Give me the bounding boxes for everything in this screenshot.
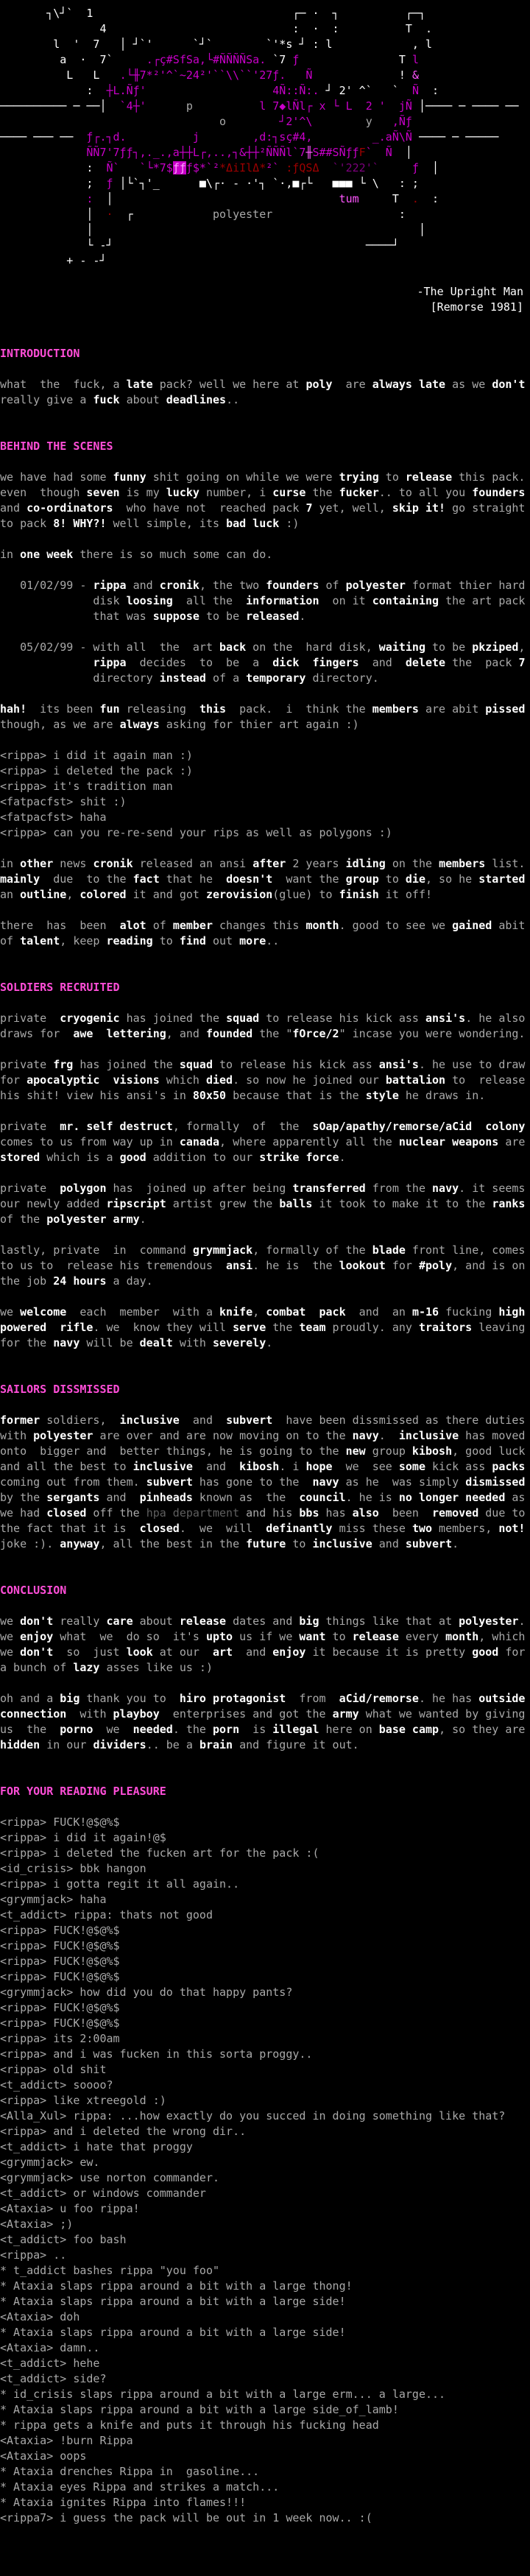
text-line: <rippa> can you re-re-send your rips as well as polygons :) [0, 826, 392, 839]
section-for-your-reading-pleasure [0, 1784, 530, 2526]
text-line: <Ataxia> ;) [0, 2217, 74, 2231]
text-line: directory instead of a temporary directory. [0, 671, 379, 685]
section-title: CONCLUSION [0, 1584, 67, 1597]
text-line: we had closed off the hpa department and his bbs has also been removed due to [0, 1506, 526, 1520]
ascii-art-line: : Ñ` `└*7$ƒƒƒ$*`²*ΔiIlΔ*²` :ƒQSΔ `'222'` ƒ │ [0, 161, 439, 174]
blank-line [0, 1227, 530, 1243]
text-line: disk loosing all the information on it containing the art pack [0, 594, 526, 607]
blank-line [0, 1165, 530, 1181]
text-line: <Ataxia> !burn Rippa [0, 2434, 133, 2447]
text-line: * rippa gets a knife and puts it through his fucking head [0, 2418, 379, 2432]
ascii-art-line: │ │ [0, 223, 425, 236]
text-line: * id_crisis slaps rippa around a bit with a large erm... a large... [0, 2388, 446, 2401]
section-behind-the-scenes [0, 439, 530, 949]
text-line: coming out from them. subvert has gone to the navy as he was simply dismissed [0, 1475, 526, 1489]
text-line: <rippa> FUCK!@$@%$ [0, 1939, 120, 1952]
section-title: INTRODUCTION [0, 347, 80, 360]
blank-line [0, 624, 530, 640]
text-line: <rippa> FUCK!@$@%$ [0, 2001, 120, 2014]
text-line: to us to release his tremendous ansi. he is the lookout for #poly, and is on [0, 1259, 526, 1272]
text-line: we welcome each member with a knife, combat pack and an m-16 fucking high [0, 1305, 526, 1319]
text-line: <Ataxia> damn.. [0, 2341, 100, 2354]
blank-line [0, 841, 530, 856]
text-line: 05/02/99 - with all the art back on the hard disk, waiting to be pkziped, [0, 641, 526, 654]
text-line: <rippa7> i guess the pack will be out in 1 week now.. :( [0, 2511, 372, 2524]
blank-line [0, 532, 530, 547]
text-line: us the porno we needed. the porn is illegal here on base camp, so they are [0, 1723, 526, 1736]
text-line: <t_addict> soooo? [0, 2078, 113, 2092]
credits [0, 284, 530, 315]
text-line: there has been alot of member changes this month. good to see we gained abit [0, 919, 526, 932]
section-soldiers-recruited [0, 980, 530, 1351]
text-line: <fatpacfst> haha [0, 811, 107, 824]
ascii-art-line: : ┼L.Ñƒ' 4Ñ::Ñ:. ┘ 2' ^` ` Ñ : [0, 84, 439, 97]
text-line: for the navy will be dealt with severely. [0, 1336, 273, 1349]
section-body [0, 1815, 530, 2526]
text-line: <grymmjack> how did you do that happy pants? [0, 1986, 293, 1999]
text-line: in one week there is so much some can do. [0, 548, 273, 561]
text-line: <rippa> i deleted the pack :) [0, 764, 193, 777]
text-line: an outline, colored it and got zerovision(glue) to finish it off! [0, 888, 433, 901]
text-line: <rippa> i did it again man :) [0, 749, 193, 762]
ascii-art-header [0, 6, 530, 269]
text-line: <grymmjack> use norton commander. [0, 2171, 220, 2184]
credit-artist: -The Upright Man [417, 285, 523, 298]
text-line: <Alla_Xul> rippa: ...how exactly do you succed in doing something like that? [0, 2109, 506, 2122]
text-line: onto bigger and better things, he is going to the new group kibosh, good luck [0, 1444, 526, 1458]
text-line: * Ataxia drenches Rippa in gasoline... [0, 2465, 260, 2478]
text-line: <rippa> FUCK!@$@%$ [0, 1815, 120, 1829]
text-line: former soldiers, inclusive and subvert have been dissmissed as there duties [0, 1414, 526, 1427]
ascii-art-line: o ┘2'^\ y ,Ñƒ [219, 115, 412, 128]
text-line: even though seven is my lucky number, i curse the fucker.. to all you founders [0, 486, 526, 499]
text-line: * Ataxia ignites Rippa into flames!!! [0, 2496, 247, 2509]
text-line: <t_addict> i hate that proggy [0, 2140, 193, 2153]
blank-line [0, 733, 530, 748]
text-line: <id_crisis> bbk hangon [0, 1862, 146, 1875]
text-line: * Ataxia slaps rippa around a bit with a large thong! [0, 2279, 353, 2293]
text-line: for apocalyptic visions which died. so now he joined our battalion to release [0, 1073, 526, 1087]
text-line: <rippa> i gotta regit it all again.. [0, 1877, 240, 1891]
text-line: <Ataxia> doh [0, 2310, 80, 2323]
section-title: BEHIND THE SCENES [0, 440, 113, 453]
section-title: SOLDIERS RECRUITED [0, 981, 120, 994]
text-line: * Ataxia slaps rippa around a bit with a large side! [0, 2326, 346, 2339]
text-line: comes to us from way up in canada, where apparently all the nuclear weapons are [0, 1135, 526, 1148]
ascii-art-line: 4 : · : T . [0, 22, 432, 35]
text-line: with polyester are over and are now moving on to the navy. inclusive has moved [0, 1429, 526, 1442]
ascii-art-line: ──── ─── ── ƒ┌.┐d. j ,d:┐sç#4, _.aÑ\Ñ ──── ─ ───── [0, 130, 499, 144]
section-body [0, 1413, 530, 1552]
text-line: really give a fuck about deadlines.. [0, 393, 240, 406]
text-line: the fact that it is closed. we will definantly miss these two members, not! [0, 1522, 526, 1535]
text-line: what the fuck, a late pack? well we here at poly are always late as we don't [0, 378, 526, 391]
text-line: <t_addict> foo bash [0, 2233, 127, 2246]
text-line: we have had some funny shit going on while we were trying to release this pack. [0, 470, 526, 484]
text-line: <rippa> FUCK!@$@%$ [0, 1955, 120, 1968]
text-line: private polygon has joined up after being transferred from the navy. it seems [0, 1182, 526, 1195]
blank-line [0, 1042, 530, 1057]
text-line: <grymmjack> ew. [0, 2156, 100, 2169]
text-line: <t_addict> side? [0, 2372, 107, 2385]
text-line: private frg has joined the squad to release his kick ass ansi's. he use to draw [0, 1058, 526, 1071]
text-line: <rippa> and i was fucken in this sorta proggy.. [0, 2047, 313, 2061]
section-body [0, 470, 530, 949]
ascii-art-line: ────────── ─ ──│ `4┼' p l 7◆lÑl┌ x └ L 2 ' jÑ │──── ─ ──── ── [0, 99, 519, 113]
ascii-art-line: + - -┘ [0, 254, 107, 267]
ascii-art-line: l ' 7 │ ┘`' `┘` `'*s ┘ : l , l [0, 38, 432, 51]
text-line: mainly due to the fact that he doesn't want the group to die, so he started [0, 872, 526, 886]
text-line: private cryogenic has joined the squad to release his kick ass ansi's. he also [0, 1012, 526, 1025]
text-line: his shit! view his ansi's in 80x50 because that is the style he draws in. [0, 1089, 486, 1102]
text-line: <rippa> FUCK!@$@%$ [0, 1924, 120, 1937]
text-line: powered rifle. we know they will serve the team proudly. any traitors leaving [0, 1321, 526, 1334]
text-line: <Ataxia> u foo rippa! [0, 2202, 140, 2215]
text-line: 01/02/99 - rippa and cronik, the two founders of polyester format thier hard [0, 579, 526, 592]
text-line: by the sergants and pinheads known as the council. he is no longer needed as [0, 1491, 526, 1504]
blank-line [0, 1104, 530, 1119]
text-line: <t_addict> hehe [0, 2357, 100, 2370]
ascii-art-line: ┐\┘` 1 ┌─ · ┐ ┌─┐ [0, 7, 425, 20]
text-line: <rippa> its 2:00am [0, 2032, 120, 2045]
text-line: in other news cronik released an ansi after 2 years idling on the members list. [0, 857, 526, 870]
text-line: <rippa> and i deleted the wrong dir.. [0, 2125, 247, 2138]
text-line: * t_addict bashes rippa "you foo" [0, 2264, 220, 2277]
section-body [0, 377, 530, 408]
blank-line [0, 903, 530, 918]
section-body [0, 1011, 530, 1351]
section-body [0, 1614, 530, 1753]
text-line: of talent, keep reading to find out more.. [0, 934, 280, 948]
text-line: and co-ordinators who have not reached pack 7 yet, well, skip it! go straight [0, 501, 526, 515]
text-line: to pack 8! WHY?! well simple, its bad luck :) [0, 517, 300, 530]
text-line: <grymmjack> haha [0, 1893, 107, 1906]
text-line: <rippa> it's tradition man [0, 780, 173, 793]
text-line: hah! its been fun releasing this pack. i think the members are abit pissed [0, 702, 526, 716]
section-sailors-dissmissed [0, 1382, 530, 1552]
nfo-sections [0, 346, 530, 2526]
text-line: <rippa> FUCK!@$@%$ [0, 1970, 120, 1983]
section-title: SAILORS DISSMISSED [0, 1383, 120, 1396]
text-line: <rippa> like xtreegold :) [0, 2094, 166, 2107]
text-line: of the polyester army. [0, 1213, 146, 1226]
ascii-art-line: └ -┘ ────┘ [0, 239, 399, 252]
ascii-art-line: : │ tum T . : [0, 192, 439, 205]
text-line: rippa decides to be a dick fingers and delete the pack 7 [93, 656, 526, 669]
blank-line [0, 1676, 530, 1691]
text-line: <rippa> old shit [0, 2063, 107, 2076]
blank-line [0, 686, 530, 702]
text-line: * Ataxia slaps rippa around a bit with a large side_of_lamb! [0, 2403, 399, 2416]
text-line: connection with playboy enterprises and got the army what we wanted by giving [0, 1707, 526, 1721]
text-line: stored which is a good addition to our strike force. [0, 1151, 346, 1164]
text-line: oh and a big thank you to hiro protagonist from aCid/remorse. he has outside [0, 1692, 526, 1705]
text-line: we don't really care about release dates and big things like that at polyester. [0, 1615, 526, 1628]
text-line: private mr. self destruct, formally of the sOap/apathy/remorse/aCid colony [0, 1120, 526, 1133]
text-line: <fatpacfst> shit :) [0, 795, 127, 808]
ascii-art-line: │ · ┌ polyester : [0, 208, 406, 221]
section-title: FOR YOUR READING PLEASURE [0, 1785, 166, 1798]
text-line: * Ataxia eyes Rippa and strikes a match... [0, 2480, 280, 2494]
text-line: <rippa> FUCK!@$@%$ [0, 2016, 120, 2030]
section-conclusion [0, 1583, 530, 1753]
section-introduction [0, 346, 530, 408]
text-line: <rippa> i deleted the fucken art for the pack :( [0, 1846, 319, 1860]
ascii-art-line: ; ƒ │└`┐'_ ■\┌· - ·'┐ `·,■┌└ ■■■ └ \ : ; [0, 177, 419, 190]
blank-line [0, 562, 530, 578]
text-line: <rippa> i did it again!@$ [0, 1831, 166, 1844]
text-line: we don't so just look at our art and enjoy it because it is pretty good for [0, 1645, 526, 1659]
text-line: a bunch of lazy asses like us :) [0, 1661, 213, 1674]
ascii-art-line: ÑÑ7'7ƒƒ┐,._.,a┼┼L┌,..,┐&┼┼²ÑÑÑl`7╫S##SÑƒƒF` Ñ │ [86, 146, 412, 159]
ascii-art-line: a · 7` .┌ç#SfSa,└#ÑÑÑÑSa. `7 ƒ T l [0, 53, 419, 66]
text-line: <t_addict> rippa: thats not good [0, 1908, 213, 1922]
text-line: and all the best to inclusive and kibosh. i hope we see some kick ass packs [0, 1460, 526, 1473]
text-line: <Ataxia> oops [0, 2449, 87, 2463]
blank-line [0, 1289, 530, 1305]
text-line: lastly, private in command grymmjack, formally of the blade front line, comes [0, 1243, 526, 1257]
text-line: that was suppose to be released. [0, 610, 306, 623]
text-line: our newly added ripscript artist grew the balls it took to make it to the ranks [0, 1197, 526, 1210]
text-line: joke :). anyway, all the best in the future to inclusive and subvert. [0, 1537, 459, 1550]
credit-group: [Remorse 1981] [430, 300, 523, 314]
text-line: though, as we are always asking for thier art again :) [0, 718, 359, 731]
text-line: <t_addict> or windows commander [0, 2187, 206, 2200]
text-line: the job 24 hours a day. [0, 1274, 153, 1288]
text-line: * Ataxia slaps rippa around a bit with a large side! [0, 2295, 346, 2308]
text-line: we enjoy what we do so it's upto us if we want to release every month, which [0, 1630, 526, 1643]
text-line: draws for awe lettering, and founded the "fOrce/2" incase you were wondering. [0, 1027, 526, 1040]
text-line: hidden in our dividers.. be a brain and figure it out. [0, 1738, 359, 1751]
text-line: <rippa> .. [0, 2248, 67, 2262]
ascii-art-line: L L .└╫7*²'^`~24²'``\\``'27ƒ. Ñ ! & [0, 68, 419, 82]
